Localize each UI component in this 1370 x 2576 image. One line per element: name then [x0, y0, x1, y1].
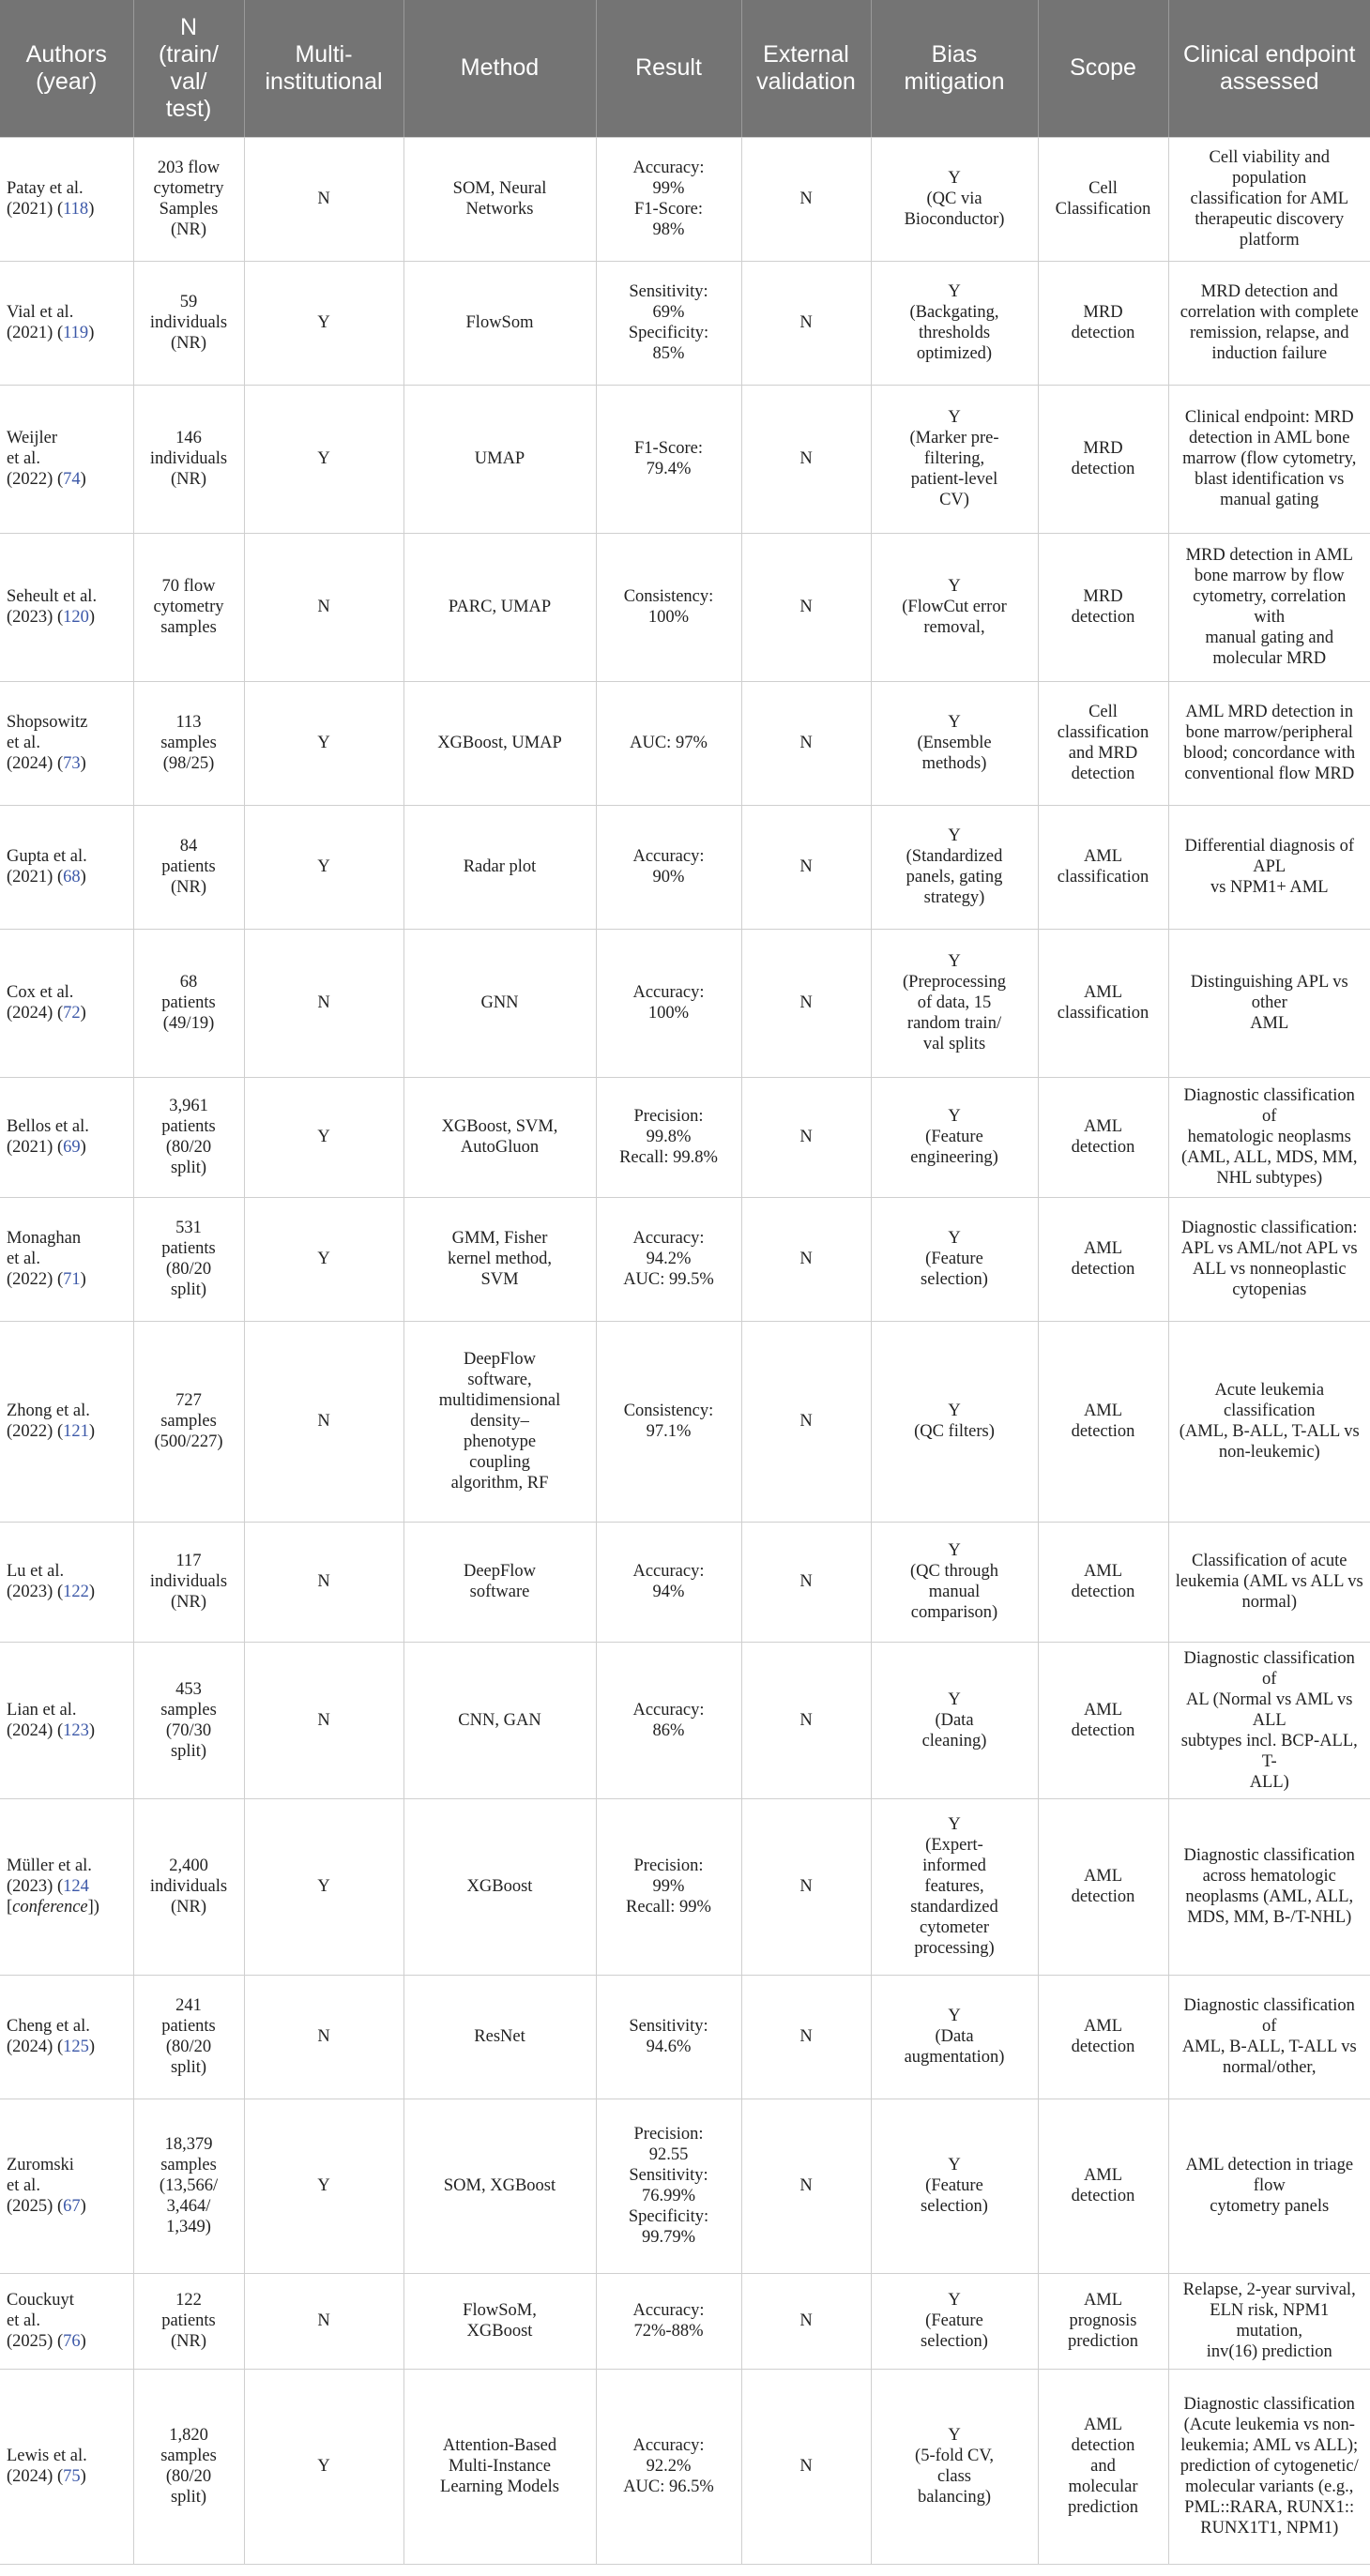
author-text-suffix: ) — [80, 754, 86, 773]
cell-external-validation: N — [741, 1642, 871, 1798]
cell-clinical-endpoint: AML detection in triage flow cytometry panels — [1168, 2099, 1370, 2273]
author-text-suffix: ) — [80, 868, 86, 886]
cell-method: PARC, UMAP — [403, 533, 596, 681]
cell-multi-institutional: N — [244, 2273, 403, 2369]
cell-bias-mitigation: Y (Ensemble methods) — [871, 681, 1038, 805]
cell-scope: AML detection — [1038, 1975, 1168, 2099]
cell-authors — [0, 1522, 133, 1642]
cell-n: 84 patients (NR) — [133, 805, 244, 929]
cell-clinical-endpoint: Cell viability and population classification for AML therapeutic discovery platform — [1168, 137, 1370, 261]
cell-scope: AML detection — [1038, 1798, 1168, 1975]
author-text: Lian et al. (2024) ( — [7, 1700, 77, 1740]
cell-bias-mitigation: Y (QC via Bioconductor) — [871, 137, 1038, 261]
cell-method: ResNet — [403, 1975, 596, 2099]
cell-n: 59 individuals (NR) — [133, 261, 244, 385]
header-external-validation: External validation — [741, 0, 871, 137]
cell-authors — [0, 1197, 133, 1321]
cell-clinical-endpoint: Diagnostic classification of hematologic neoplasms (AML, ALL, MDS, MM, NHL subtypes) — [1168, 1077, 1370, 1197]
cell-method: XGBoost, SVM, AutoGluon — [403, 1077, 596, 1197]
cell-result: Accuracy: 94.2% AUC: 99.5% — [596, 1197, 741, 1321]
author-text: Zhong et al. (2022) ( — [7, 1402, 90, 1441]
cell-n: 70 flow cytometry samples — [133, 533, 244, 681]
cell-method: Radar plot — [403, 805, 596, 929]
author-text-suffix: ) — [80, 2332, 86, 2351]
cell-authors — [0, 929, 133, 1077]
cell-scope: AML detection — [1038, 2099, 1168, 2273]
cell-result: Precision: 99.8% Recall: 99.8% — [596, 1077, 741, 1197]
cell-method: DeepFlow software, multidimensional density– phenotype coupling algorithm, RF — [403, 1321, 596, 1522]
cell-external-validation: N — [741, 1522, 871, 1642]
cell-bias-mitigation: Y (Data cleaning) — [871, 1642, 1038, 1798]
cell-external-validation: N — [741, 1321, 871, 1522]
author-text: Müller et al. (2023) ( — [7, 1856, 92, 1896]
author-text-suffix: ) — [88, 608, 96, 627]
author-text: Bellos et al. (2021) ( — [7, 1117, 89, 1157]
cell-bias-mitigation: Y (Feature selection) — [871, 1197, 1038, 1321]
reference-link[interactable]: 118 — [63, 200, 89, 219]
cell-authors — [0, 1077, 133, 1197]
cell-authors — [0, 385, 133, 533]
reference-link[interactable]: 121 — [63, 1422, 89, 1441]
cell-bias-mitigation: Y (QC through manual comparison) — [871, 1522, 1038, 1642]
cell-result: Accuracy: 100% — [596, 929, 741, 1077]
author-text: Monaghan et al. (2022) ( — [7, 1229, 82, 1289]
cell-scope: MRD detection — [1038, 533, 1168, 681]
cell-multi-institutional: N — [244, 929, 403, 1077]
table-row — [0, 2273, 1370, 2369]
cell-result: Precision: 92.55 Sensitivity: 76.99% Specificity: 99.79% — [596, 2099, 741, 2273]
cell-method: FlowSom — [403, 261, 596, 385]
cell-result: Accuracy: 94% — [596, 1522, 741, 1642]
reference-link[interactable]: 122 — [63, 1583, 89, 1601]
cell-multi-institutional: Y — [244, 681, 403, 805]
cell-scope: AML detection and molecular prediction — [1038, 2369, 1168, 2564]
reference-link[interactable]: 67 — [63, 2197, 81, 2216]
cell-bias-mitigation: Y (Standardized panels, gating strategy) — [871, 805, 1038, 929]
author-text: Lewis et al. (2024) ( — [7, 2447, 87, 2486]
cell-multi-institutional: N — [244, 137, 403, 261]
cell-scope: AML detection — [1038, 1197, 1168, 1321]
cell-multi-institutional: N — [244, 1642, 403, 1798]
cell-multi-institutional: N — [244, 1522, 403, 1642]
cell-n: 68 patients (49/19) — [133, 929, 244, 1077]
cell-scope: AML prognosis prediction — [1038, 2273, 1168, 2369]
cell-scope: AML detection — [1038, 1321, 1168, 1522]
cell-external-validation: N — [741, 2099, 871, 2273]
cell-scope: MRD detection — [1038, 385, 1168, 533]
cell-multi-institutional: Y — [244, 1077, 403, 1197]
author-text-suffix: ) — [88, 200, 95, 219]
cell-authors — [0, 533, 133, 681]
header-result: Result — [596, 0, 741, 137]
author-text: Weijler et al. (2022) ( — [7, 429, 64, 489]
table-row — [0, 533, 1370, 681]
cell-multi-institutional: Y — [244, 385, 403, 533]
cell-n: 113 samples (98/25) — [133, 681, 244, 805]
cell-method: SOM, XGBoost — [403, 2099, 596, 2273]
author-text-suffix: ) — [80, 2467, 86, 2486]
cell-scope: AML detection — [1038, 1522, 1168, 1642]
author-text-suffix: [conference]) — [7, 1898, 99, 1917]
cell-n: 3,961 patients (80/20 split) — [133, 1077, 244, 1197]
reference-link[interactable]: 124 — [63, 1877, 89, 1896]
cell-method: XGBoost — [403, 1798, 596, 1975]
reference-link[interactable]: 120 — [63, 608, 89, 627]
author-text: Seheult et al. (2023) ( — [7, 587, 98, 627]
cell-scope: AML classification — [1038, 929, 1168, 1077]
cell-external-validation: N — [741, 1197, 871, 1321]
cell-n: 2,400 individuals (NR) — [133, 1798, 244, 1975]
cell-authors — [0, 681, 133, 805]
cell-bias-mitigation: Y (Data augmentation) — [871, 1975, 1038, 2099]
cell-clinical-endpoint: Diagnostic classification: APL vs AML/not APL vs ALL vs nonneoplastic cytopenias — [1168, 1197, 1370, 1321]
author-text: Cox et al. (2024) ( — [7, 983, 74, 1023]
cell-clinical-endpoint: Relapse, 2-year survival, ELN risk, NPM1 mutation, inv(16) prediction — [1168, 2273, 1370, 2369]
cell-bias-mitigation: Y (Marker pre- filtering, patient-level CV) — [871, 385, 1038, 533]
cell-clinical-endpoint: Diagnostic classification of AL (Normal vs AML vs ALL subtypes incl. BCP-ALL, T- ALL) — [1168, 1642, 1370, 1798]
author-text-suffix: ) — [88, 1720, 96, 1740]
author-text-suffix: ) — [80, 2197, 86, 2216]
table-row — [0, 929, 1370, 1077]
cell-clinical-endpoint: Diagnostic classification across hematologic neoplasms (AML, ALL, MDS, MM, B-/T-NHL) — [1168, 1798, 1370, 1975]
cell-method: GMM, Fisher kernel method, SVM — [403, 1197, 596, 1321]
cell-result: Accuracy: 90% — [596, 805, 741, 929]
cell-external-validation: N — [741, 2369, 871, 2564]
cell-scope: AML detection — [1038, 1642, 1168, 1798]
author-text: Gupta et al. (2021) ( — [7, 847, 87, 886]
cell-n: 146 individuals (NR) — [133, 385, 244, 533]
cell-result: AUC: 97% — [596, 681, 741, 805]
cell-n: 18,379 samples (13,566/ 3,464/ 1,349) — [133, 2099, 244, 2273]
author-text-suffix: ) — [80, 1270, 86, 1289]
cell-result: F1-Score: 79.4% — [596, 385, 741, 533]
cell-authors — [0, 137, 133, 261]
reference-link[interactable]: 71 — [63, 1270, 81, 1289]
cell-result: Precision: 99% Recall: 99% — [596, 1798, 741, 1975]
cell-method: CNN, GAN — [403, 1642, 596, 1798]
header-multi-institutional: Multi- institutional — [244, 0, 403, 137]
cell-external-validation: N — [741, 1077, 871, 1197]
cell-authors — [0, 2369, 133, 2564]
reference-link[interactable]: 123 — [63, 1720, 89, 1740]
cell-clinical-endpoint: MRD detection and correlation with complete remission, relapse, and induction failure — [1168, 261, 1370, 385]
header-bias-mitigation: Bias mitigation — [871, 0, 1038, 137]
table-row — [0, 385, 1370, 533]
header-authors: Authors (year) — [0, 0, 133, 137]
cell-n: 241 patients (80/20 split) — [133, 1975, 244, 2099]
table-row — [0, 1077, 1370, 1197]
cell-external-validation: N — [741, 1798, 871, 1975]
header-n: N (train/ val/ test) — [133, 0, 244, 137]
table-row — [0, 805, 1370, 929]
table-row — [0, 2099, 1370, 2273]
cell-clinical-endpoint: MRD detection in AML bone marrow by flow cytometry, correlation with manual gating and molecular MRD — [1168, 533, 1370, 681]
cell-multi-institutional: Y — [244, 1197, 403, 1321]
cell-clinical-endpoint: Acute leukemia classification (AML, B-ALL, T-ALL vs non-leukemic) — [1168, 1321, 1370, 1522]
table-row — [0, 1197, 1370, 1321]
cell-bias-mitigation: Y (Feature engineering) — [871, 1077, 1038, 1197]
cell-method: GNN — [403, 929, 596, 1077]
cell-multi-institutional: N — [244, 533, 403, 681]
cell-multi-institutional: Y — [244, 2369, 403, 2564]
cell-bias-mitigation: Y (Backgating, thresholds optimized) — [871, 261, 1038, 385]
cell-external-validation: N — [741, 805, 871, 929]
cell-result: Accuracy: 92.2% AUC: 96.5% — [596, 2369, 741, 2564]
cell-external-validation: N — [741, 137, 871, 261]
cell-clinical-endpoint: Classification of acute leukemia (AML vs ALL vs normal) — [1168, 1522, 1370, 1642]
reference-link[interactable]: 72 — [63, 1004, 81, 1023]
reference-link[interactable]: 69 — [63, 1138, 81, 1157]
cell-scope: AML detection — [1038, 1077, 1168, 1197]
cell-clinical-endpoint: Clinical endpoint: MRD detection in AML bone marrow (flow cytometry, blast identification vs manual gating — [1168, 385, 1370, 533]
cell-method: UMAP — [403, 385, 596, 533]
cell-n: 1,820 samples (80/20 split) — [133, 2369, 244, 2564]
cell-multi-institutional: Y — [244, 1798, 403, 1975]
cell-bias-mitigation: Y (Preprocessing of data, 15 random train/ val splits — [871, 929, 1038, 1077]
reference-link[interactable]: 76 — [63, 2332, 81, 2351]
cell-scope: AML classification — [1038, 805, 1168, 929]
table-row — [0, 681, 1370, 805]
cell-result: Sensitivity: 94.6% — [596, 1975, 741, 2099]
author-text-suffix: ) — [88, 1583, 96, 1601]
cell-clinical-endpoint: Diagnostic classification (Acute leukemia vs non- leukemia; AML vs ALL); prediction of cytogenetic/ molecular variants (e.g., PML::RARA, RUNX1:: RUNX1T1, NPM1) — [1168, 2369, 1370, 2564]
cell-result: Accuracy: 72%-88% — [596, 2273, 741, 2369]
cell-bias-mitigation: Y (Feature selection) — [871, 2273, 1038, 2369]
table-row — [0, 1642, 1370, 1798]
cell-bias-mitigation: Y (QC filters) — [871, 1321, 1038, 1522]
table-row — [0, 1522, 1370, 1642]
author-text-suffix: ) — [88, 1422, 96, 1441]
cell-method: SOM, Neural Networks — [403, 137, 596, 261]
cell-authors — [0, 1975, 133, 2099]
author-text: Zuromski et al. (2025) ( — [7, 2156, 74, 2216]
cell-result: Consistency: 100% — [596, 533, 741, 681]
author-text: Lu et al. (2023) ( — [7, 1562, 65, 1601]
cell-result: Accuracy: 86% — [596, 1642, 741, 1798]
cell-authors — [0, 1321, 133, 1522]
cell-bias-mitigation: Y (Expert- informed features, standardized cytometer processing) — [871, 1798, 1038, 1975]
cell-authors — [0, 1798, 133, 1975]
cell-clinical-endpoint: Differential diagnosis of APL vs NPM1+ AML — [1168, 805, 1370, 929]
cell-clinical-endpoint: Distinguishing APL vs other AML — [1168, 929, 1370, 1077]
table-row — [0, 1798, 1370, 1975]
cell-result: Consistency: 97.1% — [596, 1321, 741, 1522]
author-text-suffix: ) — [80, 1138, 86, 1157]
author-text-suffix: ) — [88, 2038, 96, 2056]
cell-result: Sensitivity: 69% Specificity: 85% — [596, 261, 741, 385]
table-body — [0, 137, 1370, 2564]
cell-n: 117 individuals (NR) — [133, 1522, 244, 1642]
reference-link[interactable]: 75 — [63, 2467, 81, 2486]
cell-method: XGBoost, UMAP — [403, 681, 596, 805]
cell-external-validation: N — [741, 261, 871, 385]
cell-multi-institutional: Y — [244, 261, 403, 385]
cell-clinical-endpoint: AML MRD detection in bone marrow/peripheral blood; concordance with conventional flow MRD — [1168, 681, 1370, 805]
cell-result: Accuracy: 99% F1-Score: 98% — [596, 137, 741, 261]
cell-n: 122 patients (NR) — [133, 2273, 244, 2369]
header-scope: Scope — [1038, 0, 1168, 137]
cell-bias-mitigation: Y (FlowCut error removal, — [871, 533, 1038, 681]
table-row — [0, 1321, 1370, 1522]
cell-external-validation: N — [741, 681, 871, 805]
table-row — [0, 1975, 1370, 2099]
cell-clinical-endpoint: Diagnostic classification of AML, B-ALL, T-ALL vs normal/other, — [1168, 1975, 1370, 2099]
cell-multi-institutional: N — [244, 1321, 403, 1522]
cell-external-validation: N — [741, 1975, 871, 2099]
cell-method: DeepFlow software — [403, 1522, 596, 1642]
author-text-suffix: ) — [80, 1004, 86, 1023]
author-text-suffix: ) — [80, 470, 86, 489]
cell-method: Attention-Based Multi-Instance Learning Models — [403, 2369, 596, 2564]
table-row — [0, 137, 1370, 261]
cell-external-validation: N — [741, 385, 871, 533]
author-text: Shopsowitz et al. (2024) ( — [7, 713, 88, 773]
cell-authors — [0, 2099, 133, 2273]
cell-scope: Cell classification and MRD detection — [1038, 681, 1168, 805]
author-text: Couckuyt et al. (2025) ( — [7, 2291, 74, 2351]
reference-link[interactable]: 74 — [63, 470, 81, 489]
table-row — [0, 2369, 1370, 2564]
cell-n: 531 patients (80/20 split) — [133, 1197, 244, 1321]
header-row — [0, 0, 1370, 137]
cell-external-validation: N — [741, 533, 871, 681]
reference-link[interactable]: 119 — [63, 324, 89, 342]
author-text: Patay et al. (2021) ( — [7, 179, 84, 219]
author-text: Cheng et al. (2024) ( — [7, 2017, 90, 2056]
reference-link[interactable]: 68 — [63, 868, 81, 886]
cell-authors — [0, 261, 133, 385]
author-text: Vial et al. (2021) ( — [7, 303, 74, 342]
cell-multi-institutional: Y — [244, 2099, 403, 2273]
header-clinical-endpoint: Clinical endpoint assessed — [1168, 0, 1370, 137]
reference-link[interactable]: 125 — [63, 2038, 89, 2056]
author-text-suffix: ) — [88, 324, 95, 342]
cell-n: 203 flow cytometry Samples (NR) — [133, 137, 244, 261]
cell-scope: MRD detection — [1038, 261, 1168, 385]
cell-bias-mitigation: Y (5-fold CV, class balancing) — [871, 2369, 1038, 2564]
cell-multi-institutional: Y — [244, 805, 403, 929]
cell-scope: Cell Classification — [1038, 137, 1168, 261]
cell-authors — [0, 805, 133, 929]
cell-n: 453 samples (70/30 split) — [133, 1642, 244, 1798]
cell-bias-mitigation: Y (Feature selection) — [871, 2099, 1038, 2273]
cell-multi-institutional: N — [244, 1975, 403, 2099]
reference-link[interactable]: 73 — [63, 754, 81, 773]
header-method: Method — [403, 0, 596, 137]
cell-authors — [0, 1642, 133, 1798]
cell-external-validation: N — [741, 929, 871, 1077]
cell-n: 727 samples (500/227) — [133, 1321, 244, 1522]
cell-external-validation: N — [741, 2273, 871, 2369]
cell-authors — [0, 2273, 133, 2369]
table-row — [0, 261, 1370, 385]
cell-method: FlowSoM, XGBoost — [403, 2273, 596, 2369]
